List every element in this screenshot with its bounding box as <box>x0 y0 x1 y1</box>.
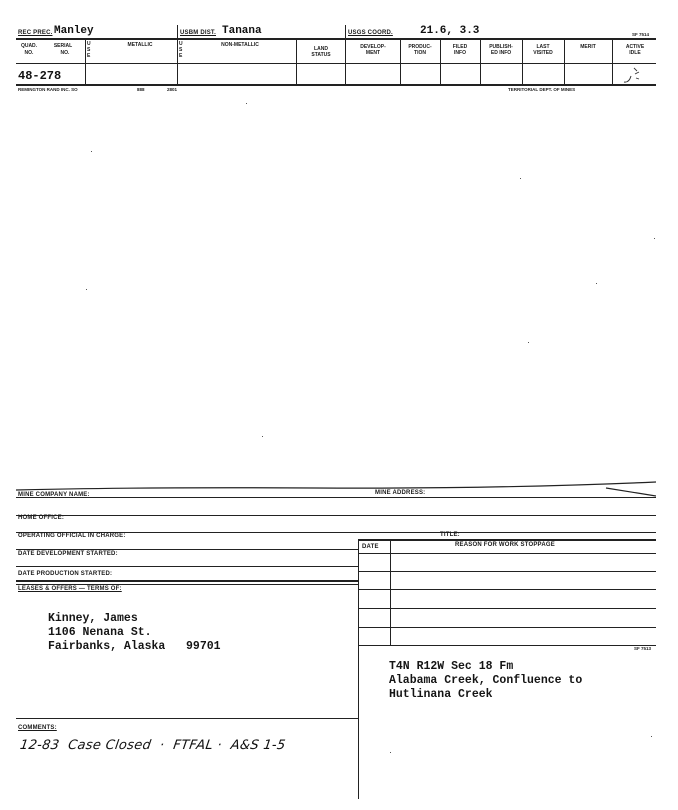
usbm-dist-value: Tanana <box>222 25 262 37</box>
rec-prec-value: Manley <box>54 25 94 37</box>
comments-label: COMMENTS: <box>18 725 57 731</box>
col-last-visited: LAST VISITED <box>533 44 553 56</box>
usbm-dist-label: USBM DIST. <box>180 30 217 36</box>
form-code: SF 7514 <box>632 32 650 37</box>
col-metallic: METALLIC <box>127 42 153 48</box>
leases-label: LEASES & OFFERS — TERMS OF: <box>18 586 122 592</box>
col-quad: QUAD. <box>20 43 38 49</box>
leases-text: Kinney, James 1106 Nenana St. Fairbanks, Alaska 99701 <box>48 612 221 653</box>
col-active-idle: ACTIVE IDLE <box>625 44 645 56</box>
dept-name: TERRITORIAL DEPT. OF MINES <box>508 87 576 92</box>
col-non-metallic: NON-METALLIC <box>221 42 259 48</box>
col-development: DEVELOP- MENT <box>360 44 386 56</box>
col-published-info: PUBLISH- ED INFO <box>489 44 513 56</box>
date-production-label: DATE PRODUCTION STARTED: <box>18 571 113 577</box>
reason-column-label: REASON FOR WORK STOPPAGE <box>455 542 555 548</box>
pencil-mark <box>620 62 650 86</box>
title-label: TITLE: <box>440 532 460 538</box>
card-edge <box>16 476 656 498</box>
date-development-label: DATE DEVELOPMENT STARTED: <box>18 551 118 557</box>
rec-prec-label: REC PREC. <box>18 30 53 36</box>
usgs-coord-value: 21.6, 3.3 <box>420 25 480 37</box>
col-no-2: NO. <box>60 50 70 56</box>
col-serial: SERIAL <box>53 43 73 49</box>
serial-value: 48-278 <box>18 69 62 83</box>
mine-address-label: MINE ADDRESS: <box>375 490 426 496</box>
home-office-label: HOME OFFICE: <box>18 515 65 521</box>
usgs-coord-label: USGS COORD. <box>348 30 393 36</box>
col-use-nonmetallic: U S E <box>179 41 183 59</box>
printer-code-1: 888 <box>137 87 145 92</box>
location-text: T4N R12W Sec 18 Fm Alabama Creek, Confluence to Hutlinana Creek <box>389 660 583 701</box>
comments-handwriting: 12-83 Case Closed · FTFAL · A&S 1-5 <box>18 738 287 753</box>
operating-official-label: OPERATING OFFICIAL IN CHARGE: <box>18 533 126 539</box>
col-no-1: NO. <box>24 50 34 56</box>
printer-code-2: 2801 <box>167 87 178 92</box>
col-use-metallic: U S E <box>87 41 91 59</box>
printer-note: REMINGTON RAND INC. SO <box>18 87 78 92</box>
col-production: PRODUC- TION <box>408 44 432 56</box>
mine-company-label: MINE COMPANY NAME: <box>18 492 90 498</box>
date-column-label: DATE <box>362 544 379 550</box>
col-merit: MERIT <box>580 44 596 50</box>
col-land-status: LAND STATUS <box>311 46 331 58</box>
col-filed-info: FILED INFO <box>452 44 468 56</box>
form-code-2: SF 7513 <box>634 646 652 651</box>
